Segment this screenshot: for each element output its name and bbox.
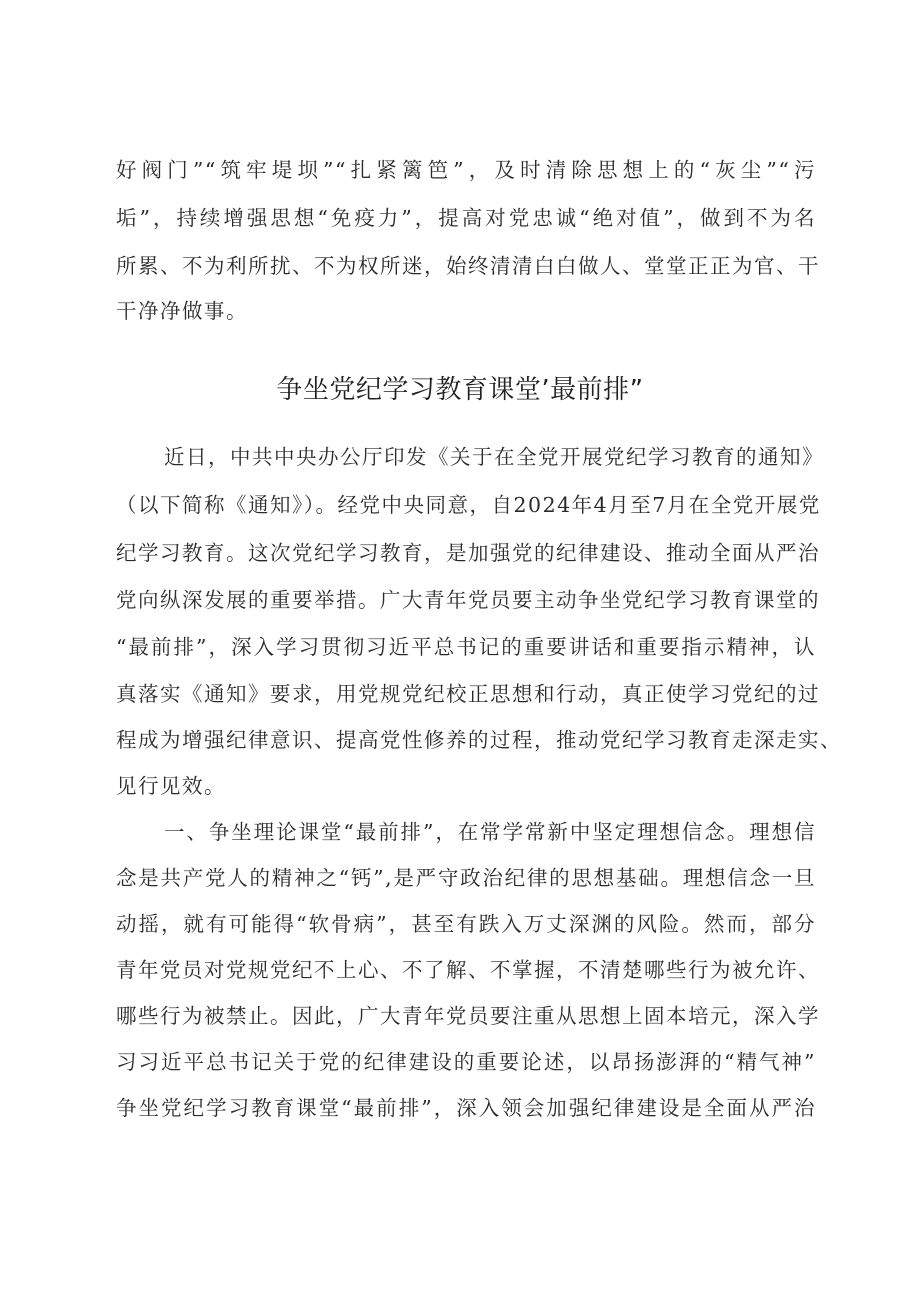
paragraph-line: 纪学习教育。这次党纪学习教育，是加强党的纪律建设、推动全面从严治 bbox=[116, 541, 820, 565]
paragraph-line: 干净净做事。 bbox=[116, 299, 248, 323]
paragraph-line: 争坐党纪学习教育课堂“最前排”，深入领会加强纪律建设是全面从严治 bbox=[116, 1096, 816, 1120]
paragraph-line: 习习近平总书记关于党的纪律建设的重要论述，以昂扬澎湃的“精气神” bbox=[116, 1050, 816, 1074]
paragraph-line: 垢”，持续增强思想“免疫力”，提高对党忠诚“绝对值”，做到不为名 bbox=[116, 206, 816, 230]
paragraph-line: 好阀门”“筑牢堤坝”“扎紧篱笆”，及时清除思想上的“灰尘”“污 bbox=[116, 158, 816, 182]
paragraph-line: 见行见效。 bbox=[116, 774, 226, 798]
paragraph-line: 一、争坐理论课堂“最前排”，在常学常新中坚定理想信念。理想信 bbox=[164, 820, 816, 844]
article-title: 争坐党纪学习教育课堂’最前排” bbox=[276, 375, 644, 405]
paragraph-line: （以下简称《通知》）。经党中央同意，自2024年4月至7月在全党开展党 bbox=[116, 493, 821, 517]
paragraph-line: 程成为增强纪律意识、提高党性修养的过程，推动党纪学习教育走深走实、 bbox=[116, 728, 842, 752]
paragraph-line: 青年党员对党规党纪不上心、不了解、不掌握，不清楚哪些行为被允许、 bbox=[116, 958, 820, 982]
paragraph-line: 所累、不为利所扰、不为权所迷，始终清清白白做人、堂堂正正为官、干 bbox=[116, 254, 820, 278]
paragraph-line: 哪些行为被禁止。因此，广大青年党员要注重从思想上固本培元，深入学 bbox=[116, 1004, 820, 1028]
paragraph-line: 真落实《通知》要求，用党规党纪校正思想和行动，真正使学习党纪的过 bbox=[116, 682, 820, 706]
paragraph-line: “最前排”，深入学习贯彻习近平总书记的重要讲话和重要指示精神，认 bbox=[116, 635, 816, 659]
paragraph-line: 党向纵深发展的重要举措。广大青年党员要主动争坐党纪学习教育课堂的 bbox=[116, 588, 820, 612]
paragraph-line: 近日，中共中央办公厅印发《关于在全党开展党纪学习教育的通知》 bbox=[164, 445, 824, 469]
paragraph-line: 动摇，就有可能得“软骨病”，甚至有跌入万丈深渊的风险。然而，部分 bbox=[116, 912, 816, 936]
paragraph-line: 念是共产党人的精神之“钙”,是严守政治纪律的思想基础。理想信念一旦 bbox=[116, 866, 816, 890]
